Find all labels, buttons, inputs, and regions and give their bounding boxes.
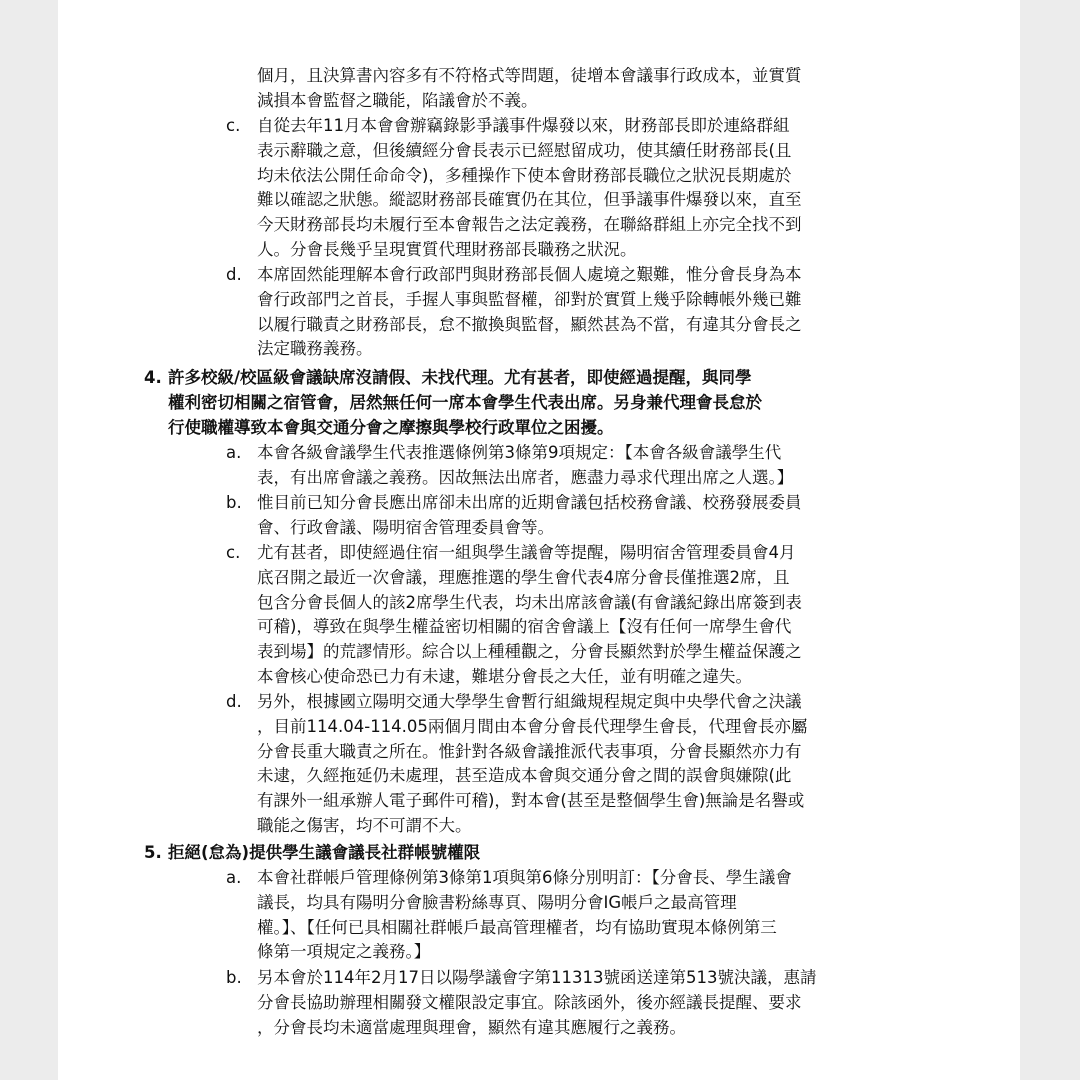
list-item-5: [144, 841, 904, 866]
item-text: 個月，且決算書內容多有不符格式等問題，徒增本會議事行政成本，並實質 減損本會監督之職能，陷議會於不義。: [257, 66, 802, 110]
item-text: 惟目前已知分會長應出席卻未出席的近期會議包括校務會議、校務發展委員 會、行政會議、陽明宿舍管理委員會等。: [257, 493, 802, 537]
item-marker: 5.: [144, 843, 162, 862]
list-item-4a: [227, 441, 917, 491]
list-item-4b: [227, 491, 917, 541]
list-item-3c: [227, 114, 917, 263]
list-item-4: [144, 366, 904, 440]
item-heading: 許多校級/校區級會議缺席沒請假、未找代理。尤有甚者，即使經過提醒，與同學 權利密切相關之宿管會，居然無任何一席本會學生代表出席。另身兼代理會長怠於 行使職權導致本會與交通分會之摩擦與學校行政單位之困擾。: [168, 368, 762, 437]
item-marker: c.: [226, 543, 241, 562]
item-marker: a.: [226, 443, 242, 462]
item-text: 本會社群帳戶管理條例第3條第1項與第6條分別明訂：【分會長、學生議會 議長，均具有陽明分會臉書粉絲專頁、陽明分會IG帳戶之最高管理 權。】、【任何已具相關社群帳戶最高管理權者，均有協助實現本條例第三 條第一項規定之義務。】: [257, 868, 792, 962]
list-item-continuation: [227, 64, 917, 114]
list-item-4c: [227, 541, 917, 690]
list-item-4d: [227, 690, 917, 839]
item-text: 另外，根據國立陽明交通大學學生會暫行組織規程規定與中央學代會之決議 ，目前114.04-114.05兩個月間由本會分會長代理學生會長，代理會長亦屬 分會長重大職責之所在。惟針對各級會議推派代表事項，分會長顯然亦力有 未逮，久經拖延仍未處理，甚至造成本會與交通分會之間的誤會與嫌隙(此 有課外一組承辦人電子郵件可稽)，對本會(甚至是整個學生會)無論是名譽或 職能之傷害，均不可謂不大。: [257, 692, 808, 835]
item-heading: 拒絕(怠為)提供學生議會議長社群帳號權限: [168, 843, 481, 862]
list-item-5b: [227, 966, 917, 1040]
item-text: 自從去年11月本會會辦竊錄影爭議事件爆發以來，財務部長即於連絡群組 表示辭職之意，但後續經分會長表示已經慰留成功，使其續任財務部長(且 均未依法公開任命命令)，多種操作下使本會財務部長職位之狀況長期處於 難以確認之狀態。縱認財務部長確實仍在其位，但爭議事件爆發以來，直至 今天財務部長均未履行至本會報告之法定義務，在聯絡群組上亦完全找不到 人。分會長幾乎呈現實質代理財務部長職務之狀況。: [257, 116, 802, 259]
item-marker: 4.: [144, 368, 162, 387]
item-marker: d.: [226, 692, 242, 711]
item-marker: a.: [226, 868, 242, 887]
item-marker: d.: [226, 265, 242, 284]
item-marker: b.: [226, 493, 242, 512]
item-text: 本席固然能理解本會行政部門與財務部長個人處境之艱難，惟分會長身為本 會行政部門之首長，手握人事與監督權，卻對於實質上幾乎除轉帳外幾已難 以履行職責之財務部長，怠不撤換與監督，顯然甚為不當，有違其分會長之 法定職務義務。: [257, 265, 802, 359]
item-text: 另本會於114年2月17日以陽學議會字第11313號函送達第513號決議，惠請 分會長協助辦理相關發文權限設定事宜。除該函外，後亦經議長提醒、要求 ，分會長均未適當處理與理會，顯然有違其應履行之義務。: [257, 968, 817, 1037]
list-item-3d: [227, 263, 917, 362]
list-item-5a: [227, 866, 917, 965]
item-marker: b.: [226, 968, 242, 987]
item-text: 尤有甚者，即使經過住宿一組與學生議會等提醒，陽明宿舍管理委員會4月 底召開之最近一次會議，理應推選的學生會代表4席分會長僅推選2席，且 包含分會長個人的該2席學生代表，均未出席該會議(有會議紀錄出席簽到表 可稽)，導致在與學生權益密切相關的宿舍會議上【沒有任何一席學生會代 表到場】的荒謬情形。綜合以上種種觀之，分會長顯然對於學生權益保護之 本會核心使命恐已力有未逮，難堪分會長之大任，並有明確之違失。: [257, 543, 802, 686]
item-marker: c.: [226, 116, 241, 135]
item-text: 本會各級會議學生代表推選條例第3條第9項規定：【本會各級會議學生代 表，有出席會議之義務。因故無法出席者，應盡力尋求代理出席之人選。】: [257, 443, 794, 487]
